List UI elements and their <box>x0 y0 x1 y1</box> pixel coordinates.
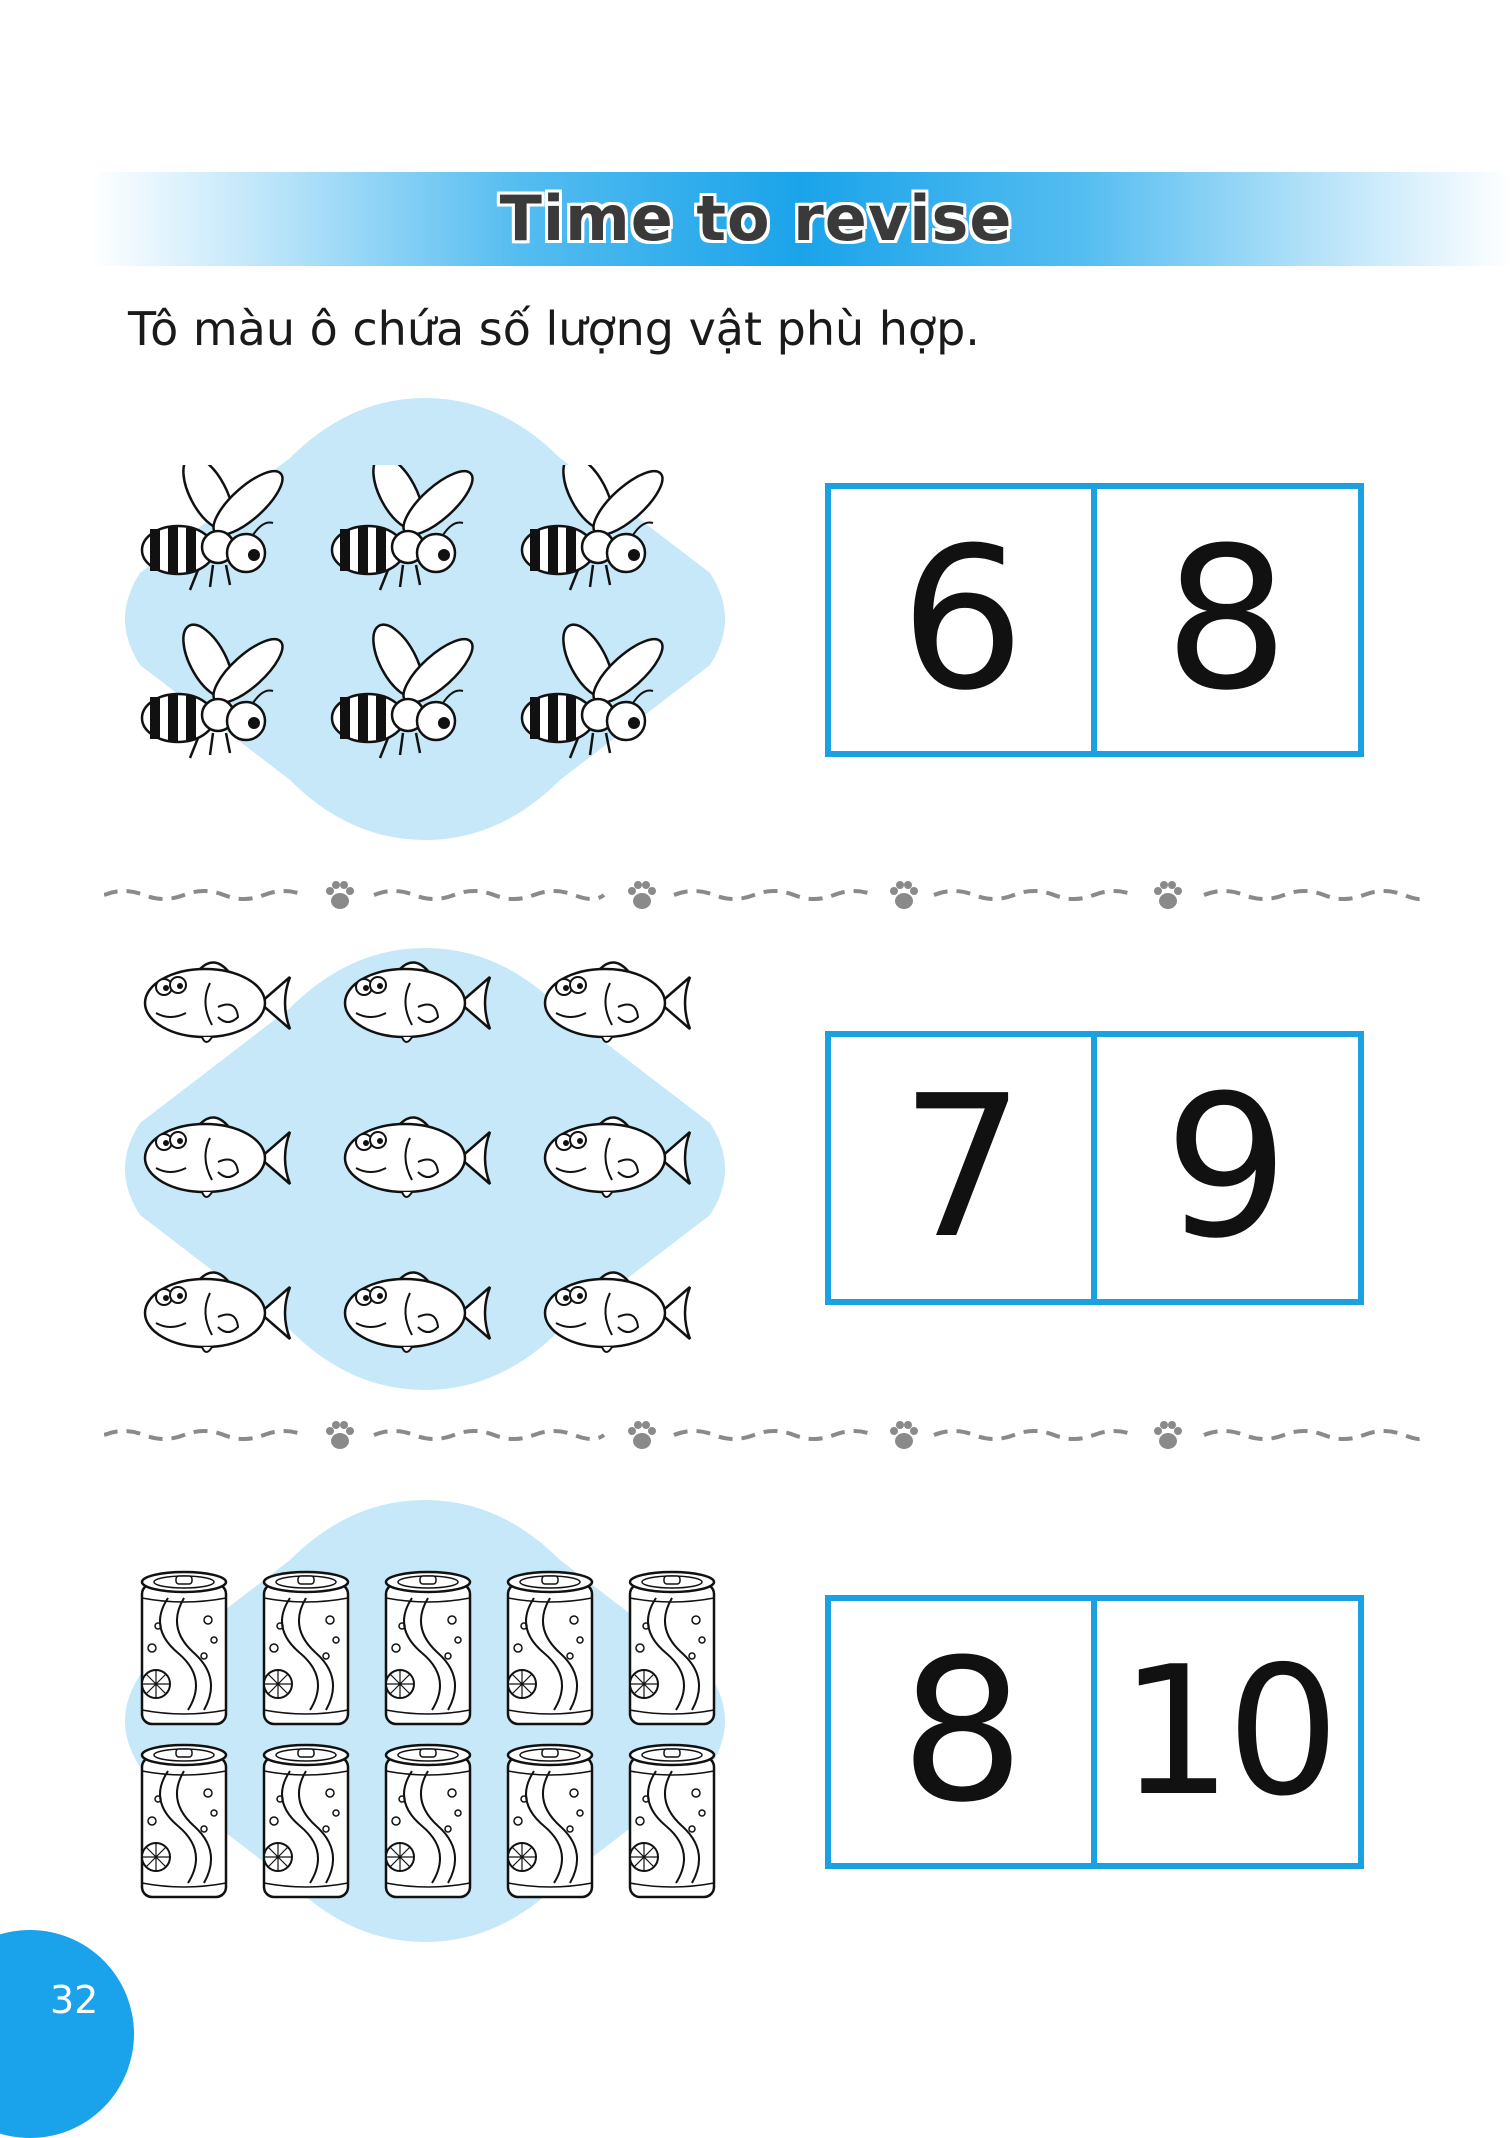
dashed-separator <box>104 875 1422 915</box>
option-7[interactable]: 7 <box>900 1054 1025 1282</box>
dashed-separator <box>104 1415 1422 1455</box>
fish-group <box>140 955 720 1395</box>
number-box-1 <box>825 483 1364 757</box>
option-10[interactable]: 10 <box>1119 1628 1334 1835</box>
option-9[interactable]: 9 <box>1164 1054 1289 1282</box>
option-6[interactable]: 6 <box>900 506 1025 734</box>
number-box-2 <box>825 1031 1364 1305</box>
page-number-badge <box>0 1930 134 2138</box>
option-8[interactable]: 8 <box>1164 506 1289 734</box>
option-8[interactable]: 8 <box>900 1618 1025 1846</box>
soda-can-group <box>138 1568 738 1908</box>
page-title: Time to revise <box>499 182 1013 255</box>
page-number: 32 <box>50 1978 99 2022</box>
number-box-3 <box>825 1595 1364 1869</box>
bee-group <box>138 465 698 785</box>
instruction-text: Tô màu ô chứa số lượng vật phù hợp. <box>128 302 980 356</box>
